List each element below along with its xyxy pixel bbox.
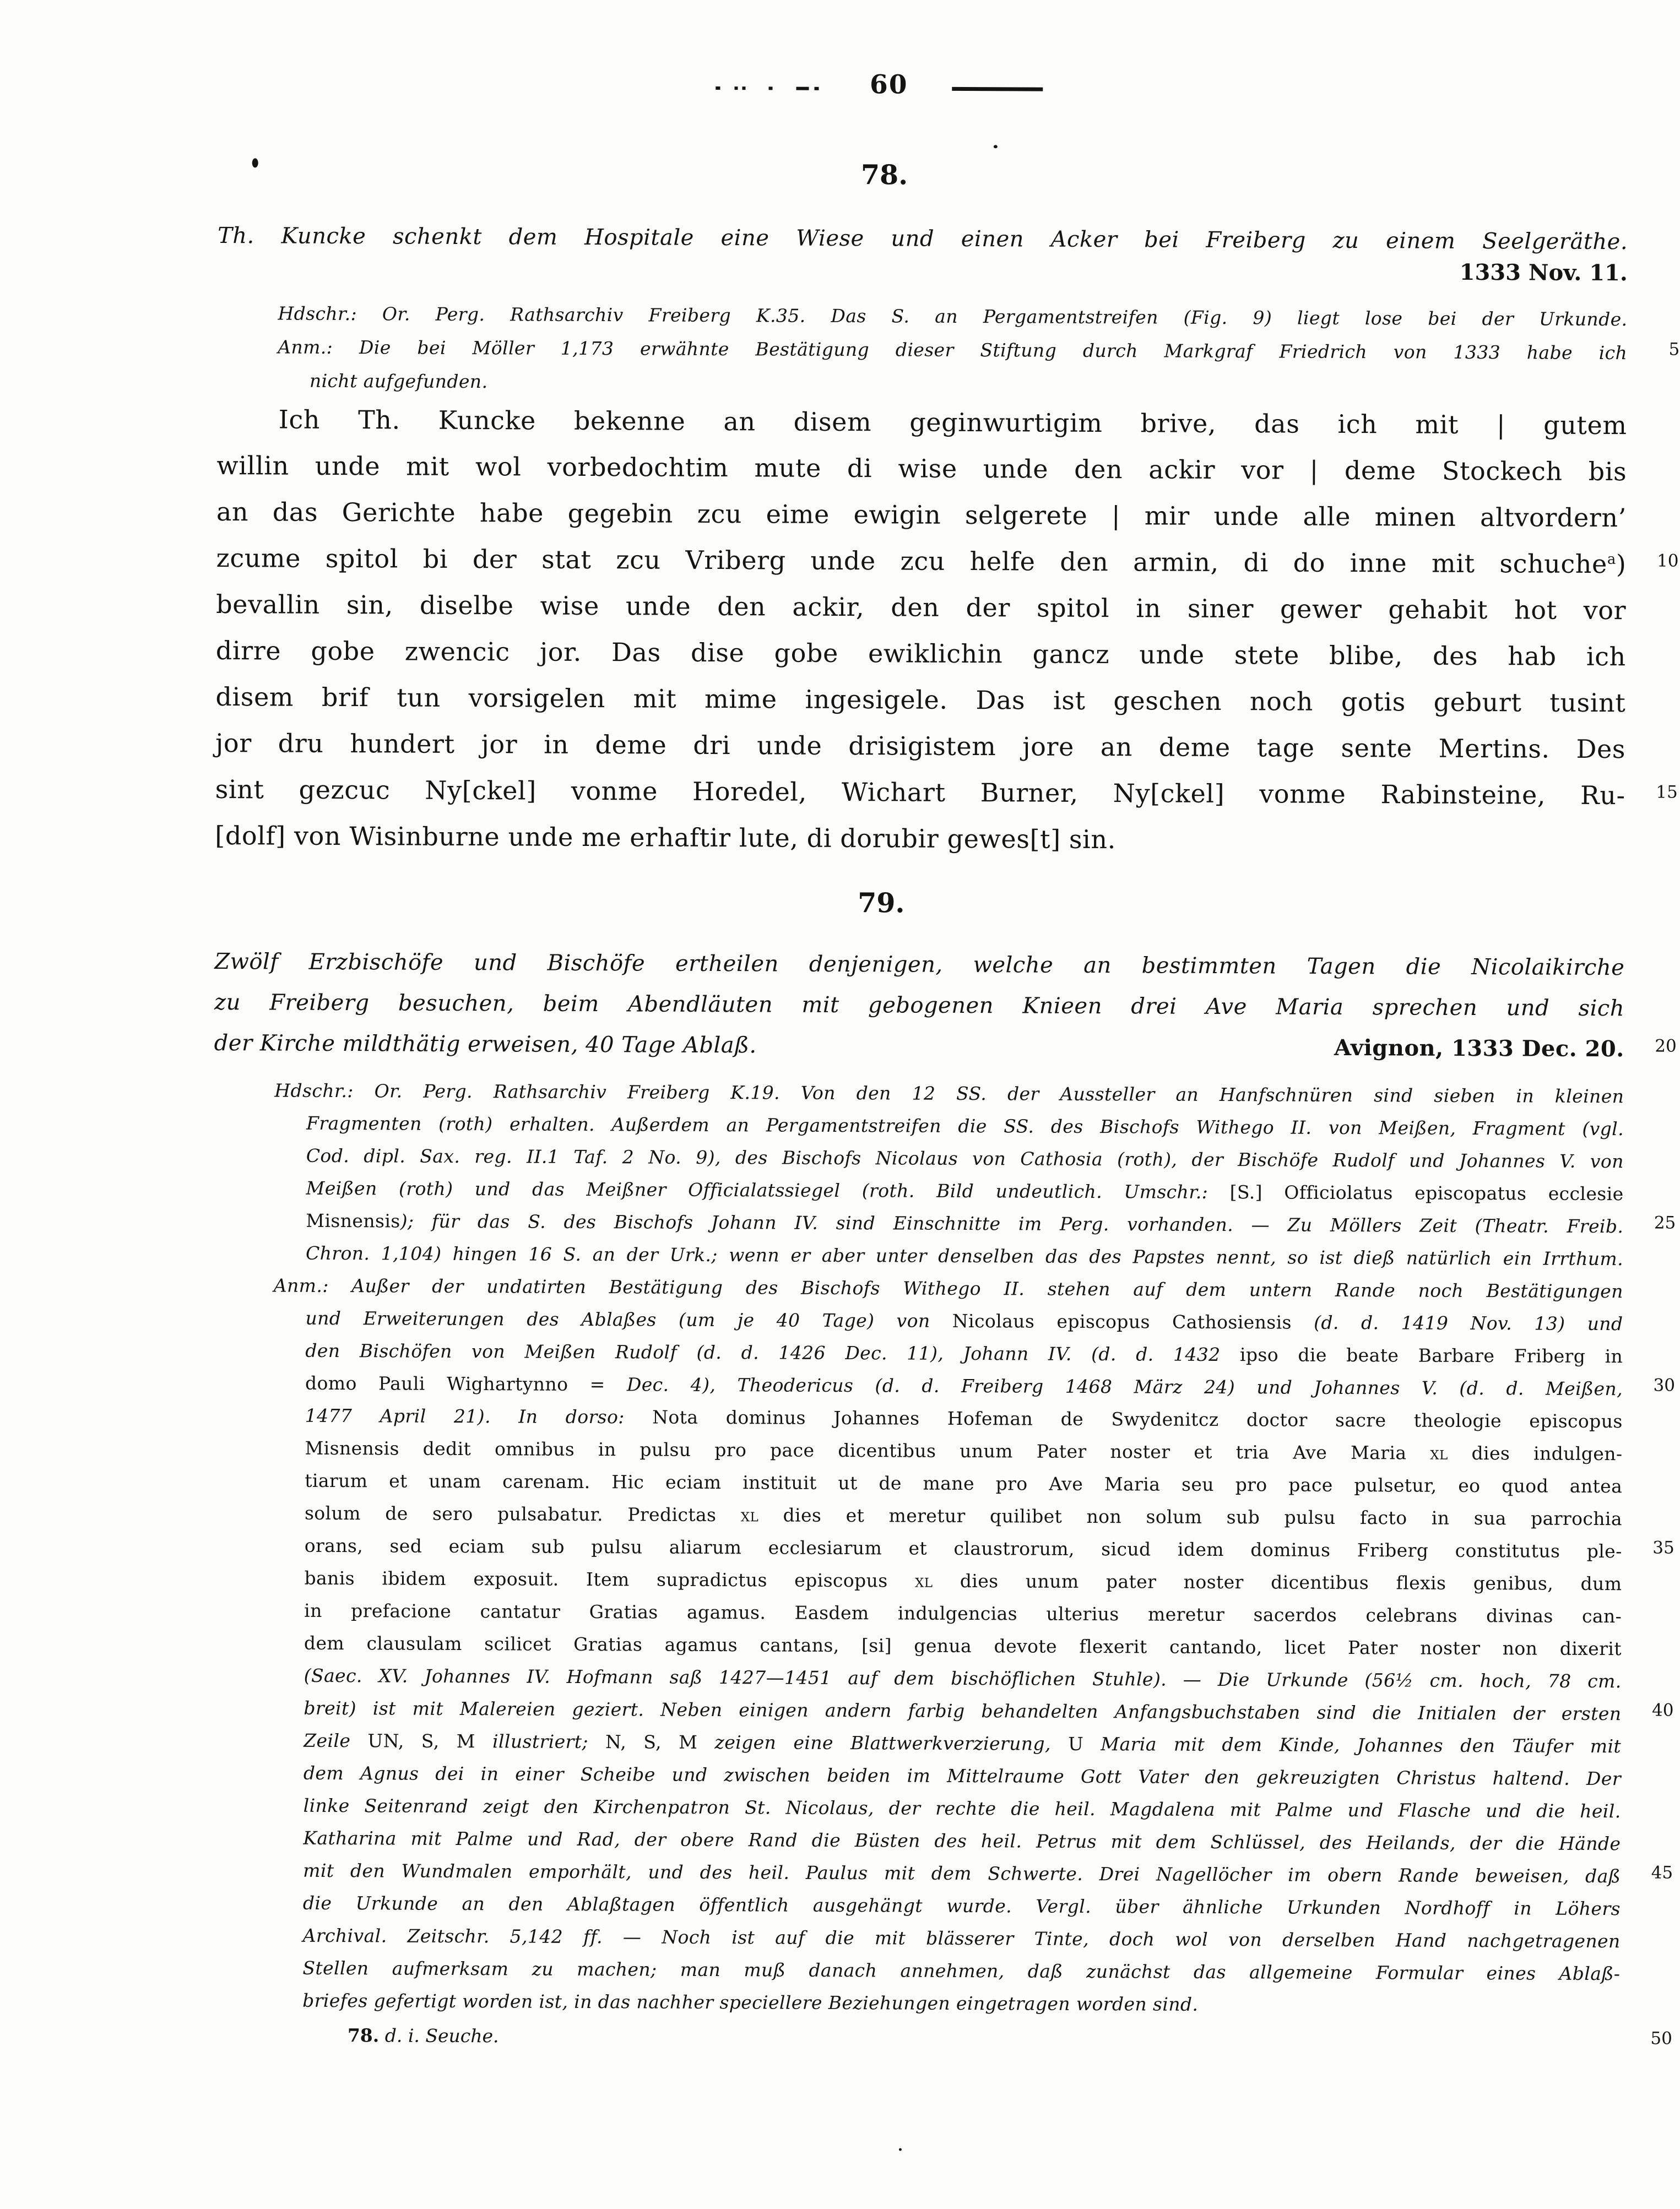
text-line — [216, 627, 1626, 680]
text-line-content: Anm.: Außer der undatirten Bestätigung des Bischofs Withego II. stehen auf dem untern Rande noch Bestätigungen — [273, 1274, 1623, 1302]
text-line-content: Stellen aufmerksam zu machen; man muß danach annehmen, daß zunächst das allgemeine Formular eines Ablaß- — [302, 1957, 1621, 1985]
text-line-content: Ich Th. Kuncke bekenne an disem geginwurtigim brive, das ich mit | gutem — [278, 404, 1627, 441]
text-line-content: die Urkunde an den Ablaßtagen öffentlich ausgehängt wurde. Vergl. über ähnliche Urkunden Nordhoff in Löhers — [302, 1892, 1621, 1920]
entry-79-summary — [214, 941, 1677, 1070]
header-rule-right-icon — [952, 87, 1043, 91]
text-line — [215, 812, 1625, 865]
text-line — [274, 1269, 1623, 1308]
text-line — [273, 1432, 1622, 1470]
ink-speck — [899, 2148, 902, 2151]
ink-speck — [994, 145, 998, 148]
entry-place-date: Avignon, 1333 Dec. 20. — [1334, 1034, 1624, 1062]
text-line — [215, 720, 1625, 772]
margin-line-number: 50 — [1650, 2028, 1672, 2049]
text-line — [216, 396, 1627, 448]
text-line-content: der Kirche mildthätig erweisen, 40 Tage Ablaß. — [214, 1030, 757, 1059]
entry-79-notes — [270, 1074, 1676, 2023]
text-line-content: Meißen (roth) und das Meißner Officialatssiegel (roth. Bild undeutlich. Umschr.: [S.] Officiolatus episcopatus ecclesie — [306, 1177, 1624, 1205]
margin-line-number: 10 — [1657, 551, 1679, 571]
text-line-content: zu Freiberg besuchen, beim Abendläuten mit gebogenen Knieen drei Ave Maria sprechen und sich — [214, 990, 1625, 1022]
header-rule-left-icon — [716, 86, 826, 90]
text-line-content: an das Gerichte habe gegebin zcu eime ewigin selgerete | mir unde alle minen altvordern’ — [216, 497, 1627, 533]
text-line-content: willin unde mit wol vorbedochtim mute di wise unde den ackir vor | deme Stockech bis — [216, 451, 1627, 487]
text-line — [273, 1334, 1623, 1373]
text-line-content: dem Agnus dei in einer Scheibe und zwischen beiden im Mittelraume Gott Vater den gekreuzigten Christus haltend. Der — [303, 1762, 1622, 1790]
text-line — [216, 581, 1626, 633]
text-line-content: Th. Kuncke schenkt dem Hospitale eine Wiese und einen Acker bei Freiberg zu einem Seelgeräthe. — [218, 223, 1628, 255]
text-line — [216, 442, 1627, 495]
text-line-content: zcume spitol bi der stat zcu Vriberg unde zcu helfe den armin, di do inne mit schuche$^a$) — [216, 543, 1627, 579]
text-line-content: Chron. 1,104) hingen 16 S. an der Urk.; wenn er aber unter denselben das des Papstes nennt, so ist dieß natürlich ein Irrthum. — [305, 1242, 1624, 1270]
margin-line-number: 35 — [1652, 1538, 1674, 1558]
text-line-content: Zeile UN, S, M illustriert; N, S, M zeigen eine Blattwerkverzierung, U Maria mit dem Kinde, Johannes den Täufer mit — [304, 1729, 1622, 1757]
text-line — [270, 1984, 1620, 2023]
text-line-content: mit den Wundmalen emporhält, und des heil. Paulus mit dem Schwerte. Drei Nagellöcher im obern Rande beweisen, daß — [303, 1859, 1621, 1887]
text-line — [273, 1367, 1676, 1405]
text-line-content: tiarum et unam carenam. Hic eciam instituit ut de mane pro Ave Maria seu pro pace pulsetur, eo quod antea — [305, 1469, 1623, 1497]
text-line — [218, 218, 1628, 260]
text-line — [272, 1594, 1622, 1633]
text-line-content: bevallin sin, diselbe wise unde den ackir, den der spitol in siner gewer gehabit hot vor — [216, 589, 1627, 626]
text-line-content: Zwölf Erzbischöfe und Bischöfe ertheilen denjenigen, welche an bestimmten Tagen die Nicolaikirche — [214, 949, 1625, 981]
text-line-content: den Bischöfen von Meißen Rudolf (d. d. 1426 Dec. 11), Johann IV. (d. d. 1432 ipso die beate Barbare Friberg in — [305, 1339, 1623, 1367]
margin-line-number: 15 — [1656, 782, 1678, 802]
text-line — [271, 1854, 1673, 1893]
text-line — [273, 1399, 1623, 1438]
text-line-content: solum de sero pulsabatur. Predictas xl dies et meretur quilibet non solum sub pulsu facto in sua parrochia — [304, 1502, 1623, 1530]
text-line-content: briefes gefertigt worden ist, in das nachher speciellere Beziehungen eingetragen worden sind. — [302, 1989, 1199, 2015]
entry-78-date: 1333 Nov. 11. — [1459, 259, 1628, 286]
text-line — [278, 330, 1680, 370]
text-line — [274, 1139, 1624, 1178]
text-line-content: domo Pauli Wighartynno = Dec. 4), Theodericus (d. d. Freiberg 1468 März 24) und Johannes V. (d. d. Meißen, — [305, 1372, 1623, 1400]
entry-78-body — [215, 396, 1679, 865]
text-line — [272, 1627, 1622, 1665]
text-line-content: nicht aufgefunden. — [309, 370, 488, 393]
text-line-content: Archival. Zeitschr. 5,142 ff. — Noch ist auf die mit blässerer Tinte, doch wol von derselben Hand nachgetragenen — [302, 1924, 1621, 1952]
margin-line-number: 30 — [1653, 1375, 1676, 1396]
text-line — [274, 1237, 1623, 1276]
text-line — [214, 941, 1624, 988]
entry-78-summary — [218, 218, 1628, 260]
text-line-content: disem brif tun vorsigelen mit mime ingesigele. Das ist geschen noch gotis geburt tusint — [215, 682, 1626, 718]
page-number: 60 — [870, 69, 908, 100]
footnote-text: d. i. Seuche. — [384, 2025, 499, 2047]
text-line-content: Hdschr.: Or. Perg. Rathsarchiv Freiberg K.19. Von den 12 SS. der Aussteller an Hanfschnüren sind sieben in kleinen — [274, 1079, 1624, 1108]
page-footnote — [347, 2025, 1672, 2051]
text-line — [272, 1789, 1621, 1828]
text-line-content: Hdschr.: Or. Perg. Rathsarchiv Freiberg K.35. Das S. an Pergamentstreifen (Fig. 9) liegt lose bei der Urkunde. — [278, 302, 1628, 330]
text-line-content: jor dru hundert jor in deme dri unde drisigistem jore an deme tage sente Mertins. Des — [215, 728, 1626, 764]
text-line-content: in prefacione cantatur Gratias agamus. Easdem indulgencias ulterius meretur sacerdos celebrans divinas can- — [304, 1599, 1622, 1627]
text-line-content: orans, sed eciam sub pulsu aliarum ecclesiarum et claustrorum, sicud idem dominus Friberg constitutus ple- — [304, 1534, 1622, 1562]
text-line — [274, 1204, 1676, 1243]
text-line — [274, 1107, 1624, 1146]
margin-line-number: 5 — [1668, 339, 1680, 360]
text-line — [272, 1757, 1621, 1795]
entry-78-notes — [278, 297, 1680, 404]
text-line — [274, 1172, 1623, 1211]
text-line — [271, 1887, 1621, 1925]
text-line — [273, 1529, 1674, 1568]
text-line-content: Anm.: Die bei Möller 1,173 erwähnte Bestätigung dieser Stiftung durch Markgraf Friedrich von 1333 habe ich — [278, 336, 1628, 364]
text-line-content: breit) ist mit Malereien geziert. Neben einigen andern farbig behandelten Anfangsbuchstaben sind die Initialen der ersten — [304, 1697, 1622, 1725]
text-line — [272, 1724, 1621, 1763]
text-line-content: und Erweiterungen des Ablaßes (um je 40 Tage) von Nicolaus episcopus Cathosiensis (d. d. 1419 Nov. 13) und — [305, 1307, 1623, 1335]
page-header — [3, 66, 1680, 103]
text-line-content: [dolf] von Wisinburne unde me erhaftir lute, di dorubir gewes[t] sin. — [215, 821, 1117, 855]
margin-line-number: 25 — [1654, 1213, 1676, 1233]
text-line-content: dirre gobe zwencic jor. Das dise gobe ewiklichin gancz unde stete blibe, des hab ich — [215, 636, 1626, 672]
text-line-content: (Saec. XV. Johannes IV. Hofmann saß 1427—1451 auf dem bischöflichen Stuhle). — Die Urkunde (56½ cm. hoch, 78 cm. — [304, 1664, 1622, 1692]
text-line — [271, 1822, 1621, 1860]
ink-speck — [252, 158, 258, 167]
text-line-content: Cod. dipl. Sax. reg. II.1 Taf. 2 No. 9), des Bischofs Nicolaus von Cathosia (roth), der Bischöfe Rudolf und Johannes V. von — [306, 1144, 1624, 1173]
text-line-content: Fragmenten (roth) erhalten. Außerdem an Pergamentstreifen die SS. des Bischofs Withego II. von Meißen, Fragment (vgl. — [306, 1112, 1624, 1140]
margin-line-number: 45 — [1651, 1863, 1673, 1883]
text-line-content: sint gezcuc Ny[ckel] vonme Horedel, Wichart Burner, Ny[ckel] vonme Rabinsteine, Ru- — [215, 774, 1625, 811]
text-line — [271, 1919, 1621, 1958]
text-line — [215, 674, 1625, 726]
text-line — [273, 1497, 1622, 1535]
text-line — [273, 1302, 1623, 1340]
text-line-content: dem clausulam scilicet Gratias agamus cantans, [si] genua devote flexerit cantando, licet Pater noster non dixerit — [304, 1632, 1622, 1660]
text-line — [214, 1023, 1677, 1070]
text-line-content: 1477 April 21). In dorso: Nota dominus Johannes Hofeman de Swydenitcz doctor sacre theologie episcopus — [305, 1404, 1623, 1432]
footnote-label: 78. — [347, 2025, 380, 2047]
entry-79-number: 79. — [858, 887, 905, 919]
entry-78-number: 78. — [860, 159, 908, 191]
margin-line-number: 20 — [1655, 1036, 1677, 1056]
text-line — [215, 766, 1678, 818]
text-line — [216, 535, 1679, 587]
text-line — [270, 1952, 1620, 1990]
text-line — [272, 1659, 1622, 1698]
text-line — [272, 1562, 1622, 1600]
text-line — [273, 1464, 1622, 1503]
text-line — [214, 982, 1624, 1029]
text-line — [272, 1692, 1674, 1730]
text-line-content: banis ibidem exposuit. Item supradictus episcopus xl dies unum pater noster dicentibus flexis genibus, dum — [304, 1567, 1622, 1595]
text-line-content: Misnensis); für das S. des Bischofs Johann IV. sind Einschnitte im Perg. vorhanden. — Zu Möllers Zeit (Theatr. Freib. — [306, 1209, 1624, 1238]
text-line-content: Katharina mit Palme und Rad, der obere Rand die Büsten des heil. Petrus mit dem Schlüssel, des Heilands, der die Hände — [303, 1827, 1621, 1855]
text-line — [216, 489, 1627, 541]
text-line — [274, 1074, 1624, 1113]
text-line — [278, 297, 1627, 336]
text-line-content: linke Seitenrand zeigt den Kirchenpatron St. Nicolaus, der rechte die heil. Magdalena mit Palme und Flasche und die heil. — [303, 1794, 1621, 1822]
margin-line-number: 40 — [1651, 1700, 1674, 1720]
text-line-content: Misnensis dedit omnibus in pulsu pro pace dicentibus unum Pater noster et tria Ave Maria xl dies indulgen- — [305, 1437, 1623, 1465]
